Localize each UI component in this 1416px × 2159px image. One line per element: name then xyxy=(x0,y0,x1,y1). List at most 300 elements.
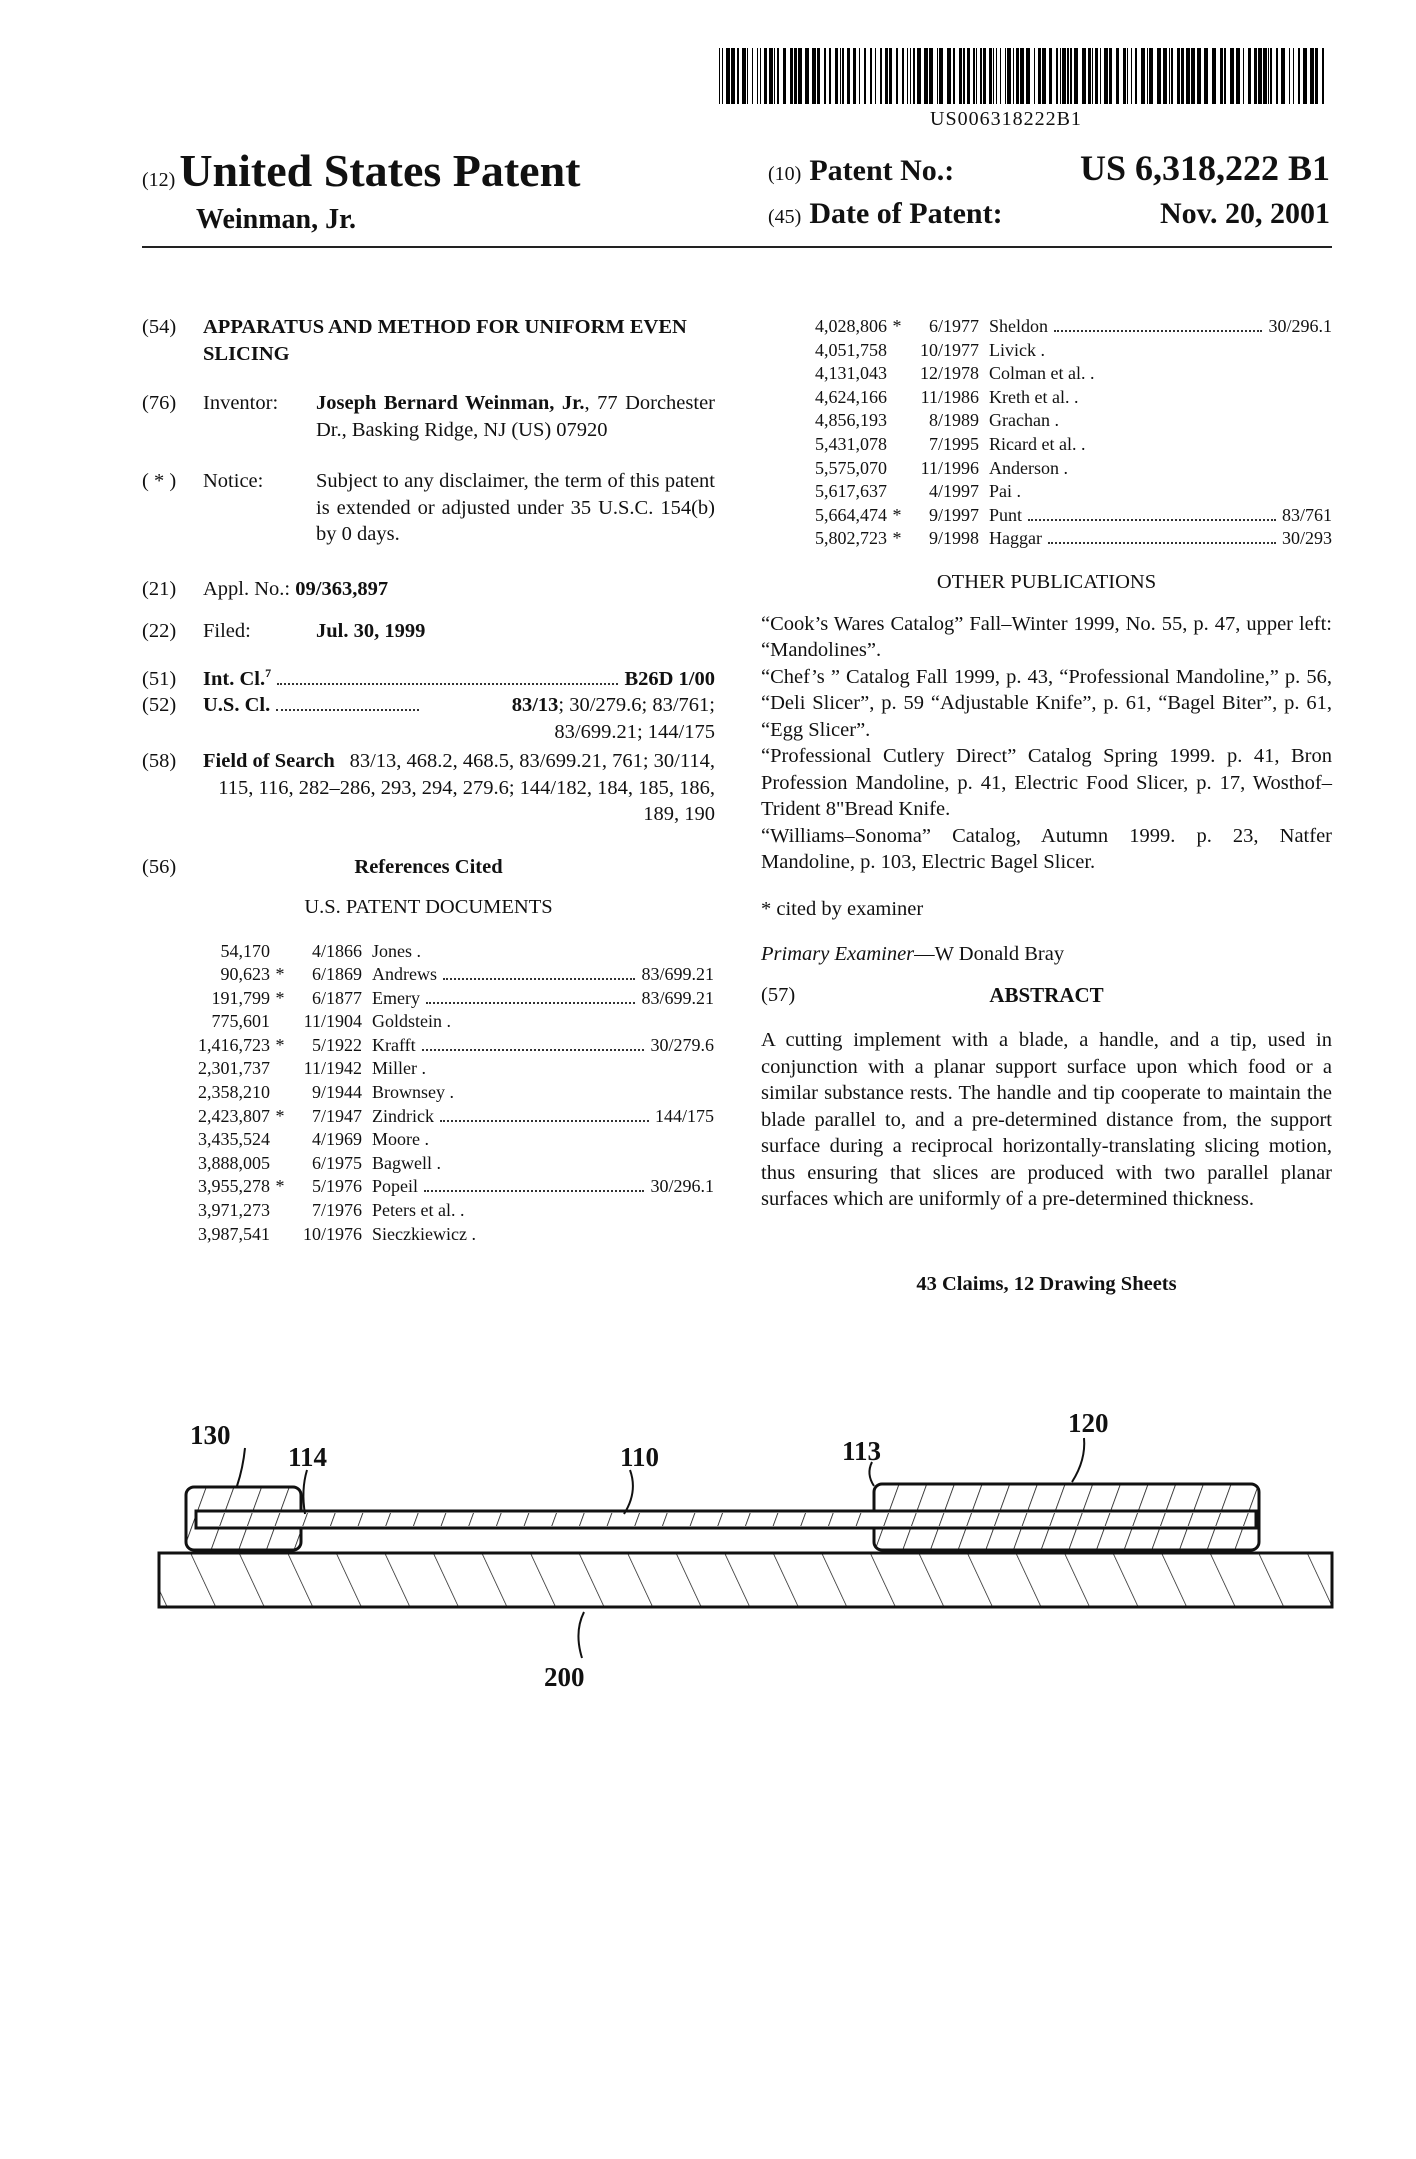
filed-date: Jul. 30, 1999 xyxy=(316,620,426,642)
title-code: (54) xyxy=(142,316,177,338)
barcode-bar xyxy=(1007,48,1011,104)
reference-date: 10/1976 xyxy=(302,1223,362,1244)
leader-dots xyxy=(1048,527,1276,544)
reference-row xyxy=(775,362,1332,386)
barcode-bar xyxy=(1220,48,1223,104)
reference-number: 4,624,166 xyxy=(815,386,887,407)
reference-date: 8/1989 xyxy=(928,410,979,431)
reference-date: 5/1922 xyxy=(311,1034,362,1055)
barcode-bar xyxy=(1263,48,1267,104)
field-row xyxy=(203,748,715,828)
reference-row xyxy=(158,1010,714,1034)
reference-date: 7/1947 xyxy=(311,1105,362,1126)
appl-number: 09/363,897 xyxy=(295,577,389,600)
code-45: (45) xyxy=(768,206,802,228)
barcode-bar xyxy=(1070,48,1072,104)
barcode-bar xyxy=(726,48,730,104)
inventor-short: Weinman, Jr. xyxy=(196,204,356,235)
patent-number: US 6,318,222 B1 xyxy=(1079,148,1330,188)
barcode-bar xyxy=(1131,48,1132,104)
uscl-field xyxy=(142,692,715,745)
cited-note: * cited by examiner xyxy=(761,897,924,920)
barcode xyxy=(719,48,1329,104)
leader-dots xyxy=(277,666,618,685)
barcode-bar xyxy=(719,48,720,104)
barcode-bar xyxy=(742,48,746,104)
barcode-bar xyxy=(842,48,844,104)
barcode-bar xyxy=(885,48,888,104)
barcode-bar xyxy=(1169,48,1170,104)
barcode-bar xyxy=(1109,48,1112,104)
reference-number: 4,131,043 xyxy=(815,363,887,384)
barcode-bar xyxy=(859,48,860,104)
other-publications xyxy=(761,611,1332,876)
barcode-bar xyxy=(1270,48,1272,104)
reference-row xyxy=(775,480,1332,504)
reference-number: 1,416,723 xyxy=(198,1034,270,1055)
reference-date: 4/1866 xyxy=(311,940,362,961)
reference-number: 5,575,070 xyxy=(815,457,887,478)
refs-heading: References Cited xyxy=(354,855,503,878)
reference-name: Grachan . xyxy=(989,410,1059,431)
barcode-bar xyxy=(1062,48,1066,104)
reference-name: Jones . xyxy=(372,940,421,961)
barcode-bar xyxy=(790,48,793,104)
uscl-row xyxy=(203,692,715,745)
barcode-bar xyxy=(1141,48,1145,104)
inventor-name: Joseph Bernard Weinman, Jr. xyxy=(316,392,585,414)
cited-star: * xyxy=(275,987,285,1008)
leader-dots xyxy=(422,1034,645,1051)
publication-item: “Chef’s ” Catalog Fall 1999, p. 43, “Professional Mandoline,” p. 56, “Deli Slicer”, p. 59 “Adjustable Knife”, p. 61, “Bagel Biter”, p. 61, “Egg Slicer”. xyxy=(761,665,1332,741)
barcode-bar xyxy=(913,48,915,104)
appl-field xyxy=(142,576,715,603)
barcode-bar xyxy=(835,48,838,104)
inventor-address: , 77 Dorchester Dr., Basking Ridge, NJ (US) 07920 xyxy=(316,392,715,441)
barcode-bar xyxy=(917,48,921,104)
barcode-bar xyxy=(794,48,797,104)
primary-examiner xyxy=(761,941,1332,968)
reference-date: 9/1997 xyxy=(928,504,979,525)
field-code: (58) xyxy=(142,750,177,772)
reference-row xyxy=(775,386,1332,410)
support-surface xyxy=(159,1553,1332,1607)
blade-hatch xyxy=(198,1513,1254,1526)
date-row xyxy=(768,196,1330,235)
reference-name: Sheldon xyxy=(989,316,1049,336)
reference-name: Kreth et al. . xyxy=(989,386,1079,407)
reference-date: 10/1977 xyxy=(919,339,979,360)
barcode-bar xyxy=(1289,48,1290,104)
reference-row xyxy=(158,1152,714,1176)
reference-name: Haggar xyxy=(989,528,1042,549)
barcode-bar xyxy=(1116,48,1119,104)
reference-date: 6/1975 xyxy=(311,1152,362,1173)
barcode-bar xyxy=(1177,48,1180,104)
cited-star: * xyxy=(275,1176,285,1197)
barcode-bar xyxy=(1315,48,1318,104)
barcode-bar xyxy=(1005,48,1006,104)
us-references-left xyxy=(158,940,714,1247)
leader-dots xyxy=(426,987,636,1004)
barcode-bar xyxy=(963,48,965,104)
barcode-bar xyxy=(769,48,773,104)
uscl-rest: ; 30/279.6; 83/761; 83/699.21; 144/175 xyxy=(554,694,715,743)
barcode-bar xyxy=(829,48,831,104)
publication-item: “Professional Cutlery Direct” Catalog Spring 1999. p. 41, Bron Profession Mandoline, p. 41, Electric Food Slicer, p. 17, Wosthof–Trident 8"Bread Knife. xyxy=(761,745,1332,820)
reference-row xyxy=(158,940,714,964)
barcode-bar xyxy=(907,48,908,104)
inventor-label: Inventor: xyxy=(203,392,279,414)
header-rule xyxy=(142,246,1332,248)
appl-code: (21) xyxy=(142,577,177,600)
barcode-bar xyxy=(1258,48,1262,104)
barcode-bar xyxy=(812,48,816,104)
barcode-bar xyxy=(1074,48,1078,104)
leader-dots xyxy=(424,1175,644,1192)
reference-name: Colman et al. . xyxy=(989,363,1095,384)
leader-dots xyxy=(276,692,419,711)
label-110: 110 xyxy=(620,1442,660,1472)
reference-class: 30/279.6 xyxy=(650,1034,714,1055)
label-120: 120 xyxy=(1068,1408,1109,1438)
patent-date: Nov. 20, 2001 xyxy=(1159,197,1330,230)
barcode-bar xyxy=(1248,48,1251,104)
barcode-bar xyxy=(1042,48,1046,104)
reference-row xyxy=(158,963,714,987)
barcode-bar xyxy=(764,48,767,104)
reference-date: 4/1997 xyxy=(928,481,979,502)
barcode-bar xyxy=(737,48,739,104)
barcode-bar xyxy=(1186,48,1190,104)
barcode-bar xyxy=(1082,48,1086,104)
barcode-bar xyxy=(1236,48,1240,104)
reference-name: Moore . xyxy=(372,1129,429,1150)
reference-date: 11/1904 xyxy=(303,1011,362,1032)
reference-number: 191,799 xyxy=(211,987,270,1008)
barcode-bar xyxy=(1038,48,1041,104)
barcode-bar xyxy=(1157,48,1161,104)
title-field xyxy=(142,314,715,367)
barcode-bar xyxy=(1243,48,1244,104)
intcl-field xyxy=(142,666,715,693)
reference-number: 4,856,193 xyxy=(815,410,887,431)
notice-code: ( * ) xyxy=(142,470,177,492)
reference-date: 5/1976 xyxy=(311,1176,362,1197)
barcode-bar xyxy=(1322,48,1324,104)
reference-number: 5,431,078 xyxy=(815,433,887,454)
label-114: 114 xyxy=(288,1442,328,1472)
barcode-bar xyxy=(1060,48,1061,104)
reference-name: Anderson . xyxy=(989,457,1068,478)
document-title: United States Patent xyxy=(179,145,581,196)
barcode-bar xyxy=(1013,48,1014,104)
reference-row xyxy=(775,433,1332,457)
reference-number: 3,987,541 xyxy=(198,1223,270,1244)
notice-field xyxy=(142,468,715,548)
barcode-bar xyxy=(889,48,892,104)
barcode-bar xyxy=(805,48,809,104)
barcode-bar xyxy=(1230,48,1234,104)
barcode-bar xyxy=(760,48,761,104)
cited-star: * xyxy=(275,964,285,985)
refs-code: (56) xyxy=(142,855,177,878)
examiner-label: Primary Examiner xyxy=(761,943,915,965)
reference-number: 3,971,273 xyxy=(198,1200,270,1221)
barcode-bar xyxy=(1254,48,1257,104)
barcode-bar xyxy=(1224,48,1226,104)
reference-number: 4,051,758 xyxy=(815,339,887,360)
reference-row xyxy=(158,1057,714,1081)
reference-name: Popeil xyxy=(372,1176,419,1197)
barcode-bar xyxy=(910,48,911,104)
barcode-bar xyxy=(798,48,802,104)
barcode-bar xyxy=(1020,48,1024,104)
reference-row xyxy=(775,409,1332,433)
barcode-bar xyxy=(880,48,882,104)
reference-number: 54,170 xyxy=(220,940,270,961)
code-12: (12) xyxy=(142,169,176,191)
reference-name: Bagwell . xyxy=(372,1152,441,1173)
us-references-right xyxy=(775,315,1332,551)
reference-number: 2,423,807 xyxy=(198,1105,270,1126)
uscl-code: (52) xyxy=(142,694,177,716)
reference-name: Miller . xyxy=(372,1058,426,1079)
barcode-bar xyxy=(1303,48,1307,104)
reference-row xyxy=(158,1105,714,1129)
reference-class: 30/296.1 xyxy=(1268,316,1332,336)
barcode-bar xyxy=(947,48,951,104)
reference-name: Brownsey . xyxy=(372,1082,454,1103)
reference-date: 7/1976 xyxy=(311,1200,362,1221)
reference-class: 144/175 xyxy=(654,1105,714,1126)
barcode-bar xyxy=(1163,48,1167,104)
barcode-bar xyxy=(953,48,955,104)
patent-no-label: Patent No.: xyxy=(809,154,955,187)
barcode-bar xyxy=(1191,48,1195,104)
patent-number-row xyxy=(768,148,1330,194)
intcl-label-text: Int. Cl. xyxy=(203,667,266,690)
barcode-bar xyxy=(1147,48,1148,104)
barcode-bar xyxy=(1149,48,1153,104)
reference-number: 775,601 xyxy=(211,1011,270,1032)
reference-number: 5,802,723 xyxy=(815,528,887,549)
filed-code: (22) xyxy=(142,620,177,642)
reference-number: 3,955,278 xyxy=(198,1176,270,1197)
label-200: 200 xyxy=(544,1662,585,1692)
inventor-info xyxy=(316,390,715,443)
reference-date: 9/1998 xyxy=(928,528,979,549)
label-130: 130 xyxy=(190,1420,231,1450)
reference-number: 2,301,737 xyxy=(198,1058,270,1079)
barcode-bar xyxy=(1293,48,1294,104)
barcode-bar xyxy=(870,48,872,104)
barcode-bar xyxy=(1095,48,1098,104)
barcode-bar xyxy=(824,48,826,104)
reference-class: 30/293 xyxy=(1281,528,1332,549)
filed-label: Filed: xyxy=(203,620,251,642)
reference-number: 3,888,005 xyxy=(198,1152,270,1173)
barcode-bar xyxy=(1088,48,1091,104)
reference-number: 4,028,806 xyxy=(815,316,887,336)
barcode-bar xyxy=(747,48,748,104)
barcode-bar xyxy=(752,48,753,104)
barcode-bar xyxy=(1026,48,1030,104)
barcode-bar xyxy=(959,48,962,104)
front-page-drawing xyxy=(0,1400,1416,1720)
label-113: 113 xyxy=(842,1436,882,1466)
reference-name: Pai . xyxy=(989,481,1022,502)
barcode-bar xyxy=(1197,48,1201,104)
barcode-bar xyxy=(774,48,775,104)
reference-name: Peters et al. . xyxy=(372,1200,465,1221)
barcode-bar xyxy=(976,48,977,104)
cited-star: * xyxy=(892,316,902,336)
barcode-bar xyxy=(983,48,986,104)
barcode-bar xyxy=(853,48,856,104)
barcode-bar xyxy=(929,48,933,104)
reference-class: 83/699.21 xyxy=(641,987,714,1008)
barcode-bar xyxy=(902,48,904,104)
barcode-bar xyxy=(817,48,820,104)
examiner-name: —W Donald Bray xyxy=(914,943,1065,965)
barcode-text: US006318222B1 xyxy=(930,108,1082,130)
barcode-bar xyxy=(924,48,928,104)
reference-number: 90,623 xyxy=(220,964,270,985)
barcode-bar xyxy=(1092,48,1093,104)
reference-row xyxy=(158,1223,714,1247)
barcode-bar xyxy=(1171,48,1173,104)
reference-date: 4/1969 xyxy=(311,1129,362,1150)
field-value: 83/13, 468.2, 468.5, 83/699.21, 761; 30/114, 115, 116, 282–286, 293, 294, 279.6; 144/182, 184, 185, 186, 189, 190 xyxy=(218,750,715,825)
reference-row xyxy=(158,987,714,1011)
barcode-bar xyxy=(993,48,994,104)
claims-summary: 43 Claims, 12 Drawing Sheets xyxy=(916,1272,1177,1295)
intcl-code: (51) xyxy=(142,667,177,690)
invention-title: APPARATUS AND METHOD FOR UNIFORM EVEN SLICING xyxy=(203,316,687,365)
reference-name: Livick . xyxy=(989,339,1045,360)
barcode-bar xyxy=(896,48,898,104)
left-column xyxy=(142,314,715,1246)
barcode-bar xyxy=(1212,48,1216,104)
cited-star: * xyxy=(275,1105,285,1126)
reference-date: 6/1877 xyxy=(311,987,362,1008)
barcode-bar xyxy=(939,48,943,104)
barcode-bar xyxy=(1100,48,1101,104)
reference-number: 5,617,637 xyxy=(815,481,887,502)
reference-name: Krafft xyxy=(372,1034,416,1055)
field-label: Field of Search xyxy=(203,750,335,772)
barcode-bar xyxy=(847,48,850,104)
barcode-bar xyxy=(1056,48,1058,104)
header-left xyxy=(142,144,581,209)
barcode-bar xyxy=(840,48,841,104)
barcode-bar xyxy=(1049,48,1052,104)
cited-star: * xyxy=(892,504,902,525)
right-column xyxy=(761,569,1332,1297)
reference-date: 12/1978 xyxy=(919,363,979,384)
barcode-bar xyxy=(722,48,723,104)
leader-dots xyxy=(1028,504,1276,521)
reference-class: 30/296.1 xyxy=(650,1176,714,1197)
publication-item: “Cook’s Wares Catalog” Fall–Winter 1999, No. 55, p. 47, upper left: “Mandolines”. xyxy=(761,612,1332,661)
intcl-sup: 7 xyxy=(265,665,272,680)
reference-row xyxy=(158,1128,714,1152)
barcode-bar xyxy=(875,48,876,104)
reference-number: 5,664,474 xyxy=(815,504,887,525)
date-label: Date of Patent: xyxy=(809,197,1003,230)
reference-row xyxy=(158,1081,714,1105)
inventor-code: (76) xyxy=(142,392,177,414)
barcode-bar xyxy=(1268,48,1269,104)
us-docs-heading: U.S. PATENT DOCUMENTS xyxy=(304,896,553,918)
abstract-text: A cutting implement with a blade, a handle, and a tip, used in conjunction with a planar support surface upon which food or a similar substance rests. The handle and tip cooperate to maintain the blade parallel to, and a pre-determined distance from, the support surface during a reciprocal horizontally-translating slicing motion, thus ensuring that slices are produced with two parallel planar surfaces which are uniformly of a pre-determined thickness. xyxy=(761,1029,1332,1210)
appl-row xyxy=(203,576,715,603)
barcode-bar xyxy=(989,48,992,104)
intcl-value: B26D 1/00 xyxy=(624,667,715,690)
barcode-bar xyxy=(1104,48,1108,104)
reference-name: Punt xyxy=(989,504,1023,525)
uscl-label: U.S. Cl. xyxy=(203,694,271,716)
abstract-heading: ABSTRACT xyxy=(989,982,1104,1007)
abstract-heading-row xyxy=(761,982,1332,1009)
leader-dots xyxy=(440,1105,649,1122)
reference-row xyxy=(158,1034,714,1058)
reference-date: 6/1977 xyxy=(928,316,979,336)
reference-name: Ricard et al. . xyxy=(989,433,1086,454)
barcode-bar xyxy=(996,48,997,104)
reference-name: Sieczkiewicz . xyxy=(372,1223,476,1244)
reference-class: 83/761 xyxy=(1281,504,1332,525)
cited-star: * xyxy=(892,528,902,549)
barcode-bar xyxy=(1016,48,1019,104)
reference-date: 11/1942 xyxy=(303,1058,362,1079)
reference-row xyxy=(775,339,1332,363)
reference-row xyxy=(775,504,1332,528)
barcode-bar xyxy=(1276,48,1278,104)
reference-date: 11/1986 xyxy=(920,386,979,407)
barcode-bar xyxy=(731,48,735,104)
reference-name: Goldstein . xyxy=(372,1011,451,1032)
uscl-main: 83/13 xyxy=(511,694,559,716)
intcl-row xyxy=(203,666,715,693)
barcode-bar xyxy=(864,48,866,104)
code-10: (10) xyxy=(768,163,802,185)
barcode-bar xyxy=(1135,48,1137,104)
barcode-bar xyxy=(1067,48,1069,104)
intcl-label xyxy=(203,666,271,693)
barcode-bar xyxy=(1123,48,1126,104)
barcode-bar xyxy=(1000,48,1001,104)
filed-field xyxy=(142,618,715,645)
reference-row xyxy=(775,527,1332,551)
reference-class: 83/699.21 xyxy=(641,964,714,985)
reference-date: 6/1869 xyxy=(311,964,362,985)
field-of-search xyxy=(142,748,715,828)
notice-text: Subject to any disclaimer, the term of this patent is extended or adjusted under 35 U.S.C. 154(b) by 0 days. xyxy=(316,470,715,545)
reference-name: Emery xyxy=(372,987,420,1008)
barcode-bar xyxy=(980,48,982,104)
reference-number: 2,358,210 xyxy=(198,1082,270,1103)
barcode-bar xyxy=(967,48,970,104)
barcode-bar xyxy=(777,48,779,104)
barcode-bar xyxy=(783,48,786,104)
uscl-values xyxy=(425,692,715,745)
barcode-bar xyxy=(757,48,758,104)
barcode-bar xyxy=(1298,48,1300,104)
reference-row xyxy=(158,1199,714,1223)
barcode-bar xyxy=(1127,48,1128,104)
